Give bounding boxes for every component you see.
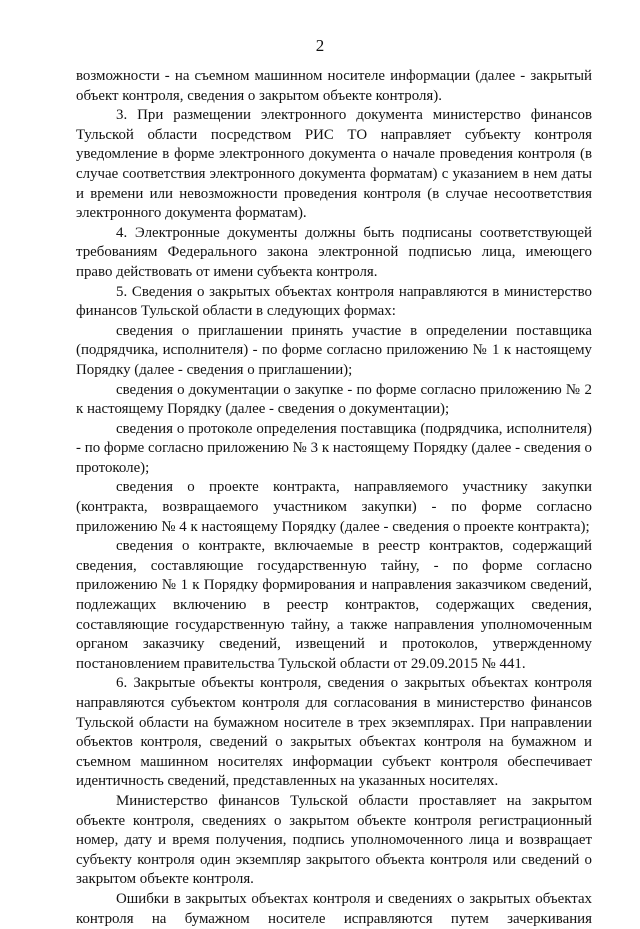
paragraph-clause-5: 5. Сведения о закрытых объектах контроля направляются в министерство финансов Тульской области в следующих формах: — [76, 283, 592, 320]
paragraph-clause-3: 3. При размещении электронного документа министерство финансов Тульской области посредством РИС ТО направляет субъекту контроля уведомление в форме электронного документа о начале проведения контроля (в случае соответствия электронного документа форматам) с указанием в нем даты и времени или невозможности проведения контроля (в случае несоответствия электронного документа форматам). — [76, 107, 592, 222]
list-item-protocol: сведения о протоколе определения поставщика (подрядчика, исполнителя) - по форме согласно приложению № 3 к настоящему Порядку (далее - сведения о протоколе); — [76, 420, 592, 476]
paragraph-clause-4: 4. Электронные документы должны быть подписаны соответствующей требованиям Федерального закона электронной подписью лица, имеющего право действовать от имени субъекта контроля. — [76, 224, 592, 280]
paragraph-clause-6: 6. Закрытые объекты контроля, сведения о закрытых объектах контроля направляются субъектом контроля для согласования в министерство финансов Тульской области на бумажном носителе в трех экземплярах. При направлении объектов контроля, сведений о закрытых объектах контроля на бумажном и съемном машинном носителях информации субъект контроля обеспечивает идентичность сведений, представленных на указанных носителях. — [76, 675, 592, 790]
list-item-contract: сведения о контракте, включаемые в реестр контрактов, содержащий сведения, составляющие государственную тайну, - по форме согласно приложению № 1 к Порядку формирования и направления заказчиком сведений, подлежащих включению в реестр контрактов, содержащих сведения, составляющие государственную тайну, а также направления уполномоченным органом заказчику сведений, извещений и протоколов, утвержденному постановлением правительства Тульской области от 29.09.2015 № 441. — [76, 538, 592, 672]
list-item-invitation: сведения о приглашении принять участие в определении поставщика (подрядчика, исполнителя) - по форме согласно приложению № 1 к настоящему Порядку (далее - сведения о приглашении); — [76, 322, 592, 378]
document-body — [76, 67, 592, 929]
list-item-documentation: сведения о документации о закупке - по форме согласно приложению № 2 к настоящему Порядку (далее - сведения о документации); — [76, 381, 592, 418]
list-item-draft-contract: сведения о проекте контракта, направляемого участнику закупки (контракта, возвращаемого участником закупки) - по форме согласно приложению № 4 к настоящему Порядку (далее - сведения о проекте контракта); — [76, 479, 592, 535]
paragraph-errors: Ошибки в закрытых объектах контроля и сведениях о закрытых объектах контроля на бумажном носителе исправляются путем зачеркивания — [76, 890, 592, 927]
page-number: 2 — [315, 36, 325, 55]
paragraph-continuation: возможности - на съемном машинном носителе информации (далее - закрытый объект контроля, сведения о закрытом объекте контроля). — [76, 68, 592, 104]
paragraph-ministry-registration: Министерство финансов Тульской области проставляет на закрытом объекте контроля, сведениях о закрытом объекте контроля регистрационный номер, дату и время получения, подпись уполномоченного лица и возвращает субъекту контроля один экземпляр закрытого объекта контроля или сведений о закрытом объекте контроля. — [76, 792, 592, 888]
